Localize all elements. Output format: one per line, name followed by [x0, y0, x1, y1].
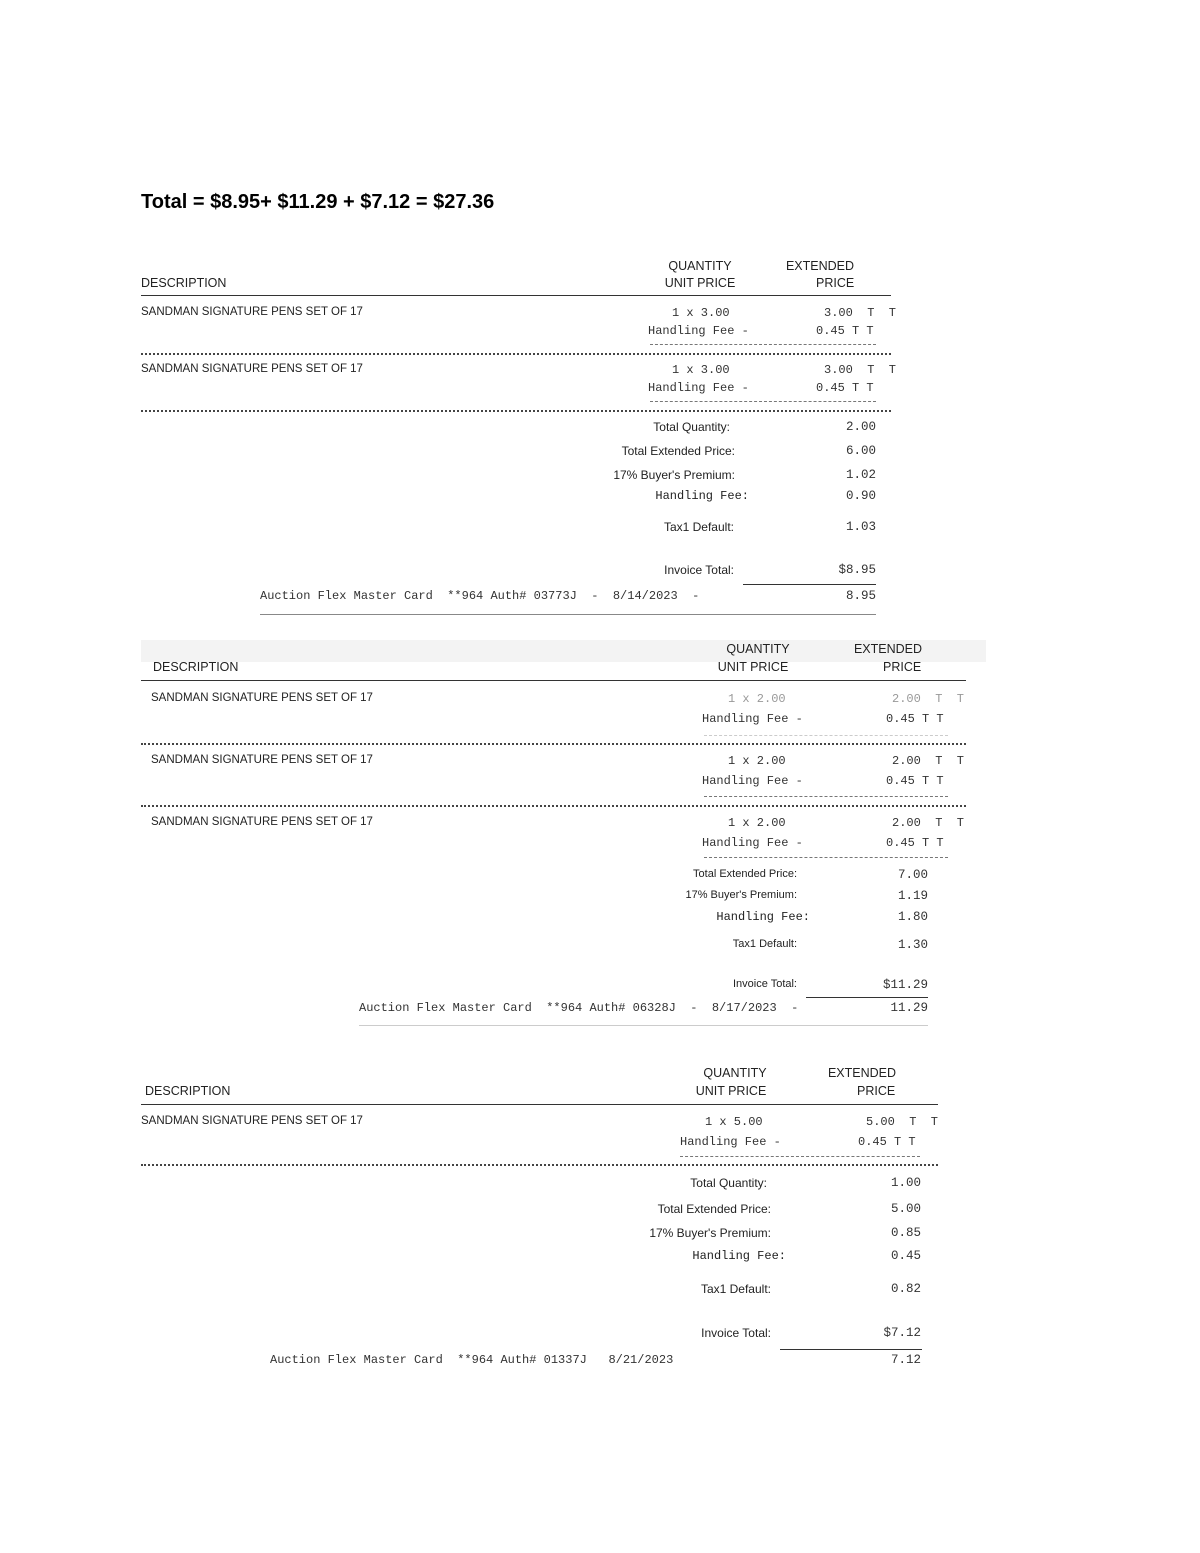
invoice-total-rule [743, 584, 876, 585]
handling-fee-value: 0.45 T T [886, 774, 944, 788]
extended-header: EXTENDED [853, 642, 923, 656]
line-item-extended: 2.00 T T [892, 754, 965, 768]
handling-fee-value: 0.45 T T [886, 712, 944, 726]
quantity-header: QUANTITY [726, 642, 790, 656]
total-quantity-label: Total Quantity: [653, 420, 730, 434]
invoice-total-rule [780, 1349, 922, 1350]
total-quantity-value: 2.00 [845, 420, 876, 434]
buyers-premium-label: 17% Buyer's Premium: [649, 1226, 771, 1240]
handling-fee-total-value: 1.80 [897, 910, 928, 924]
payment-amount: 8.95 [845, 589, 876, 603]
invoice-total-rule [806, 997, 928, 998]
line-item-extended: 2.00 T T [892, 692, 965, 706]
header-rule [141, 680, 966, 681]
item-separator [141, 743, 966, 745]
handling-fee-total-label: Handling Fee: [692, 1249, 786, 1263]
item-separator [141, 410, 891, 412]
tax-label: Tax1 Default: [663, 520, 734, 534]
line-item-qty-price: 1 x 5.00 [705, 1115, 763, 1129]
line-item-extended: 5.00 T T [866, 1115, 939, 1129]
handling-fee-value: 0.45 T T [858, 1135, 916, 1149]
total-quantity-label: Total Quantity: [690, 1176, 767, 1190]
line-item-qty-price: 1 x 3.00 [672, 306, 730, 320]
subtotal-dash-rule [680, 1156, 920, 1157]
subtotal-dash-rule [704, 735, 948, 736]
tax-value: 1.30 [897, 938, 928, 952]
line-item-extended: 3.00 T T [824, 363, 897, 377]
line-item-description: SANDMAN SIGNATURE PENS SET OF 17 [141, 363, 363, 375]
invoice-total-label: Invoice Total: [701, 1326, 771, 1340]
line-item-qty-price: 1 x 2.00 [728, 692, 786, 706]
description-header: DESCRIPTION [153, 660, 239, 674]
line-item-description: SANDMAN SIGNATURE PENS SET OF 17 [151, 816, 373, 828]
handling-fee-total-label: Handling Fee: [655, 489, 749, 503]
invoice-total-value: $11.29 [882, 978, 928, 992]
handling-fee-total-label: Handling Fee: [716, 910, 810, 924]
handling-fee-label: Handling Fee - [648, 324, 749, 338]
handling-fee-total-value: 0.90 [845, 489, 876, 503]
line-item-extended: 3.00 T T [824, 306, 897, 320]
price-header: PRICE [816, 276, 855, 290]
total-extended-price-value: 5.00 [890, 1202, 921, 1216]
price-header: PRICE [857, 1084, 896, 1098]
total-extended-price-value: 7.00 [897, 868, 928, 882]
handling-fee-value: 0.45 T T [886, 836, 944, 850]
payment-rule [359, 1025, 928, 1026]
buyers-premium-value: 1.19 [897, 889, 928, 903]
tax-label: Tax1 Default: [700, 1282, 771, 1296]
subtotal-dash-rule [704, 857, 948, 858]
payment-rule [260, 614, 876, 615]
line-item-description: SANDMAN SIGNATURE PENS SET OF 17 [141, 306, 363, 318]
handling-fee-label: Handling Fee - [680, 1135, 781, 1149]
invoice-total-value: $8.95 [838, 563, 876, 577]
description-header: DESCRIPTION [145, 1084, 231, 1098]
buyers-premium-value: 0.85 [890, 1226, 921, 1240]
line-item-description: SANDMAN SIGNATURE PENS SET OF 17 [151, 754, 373, 766]
header-rule [141, 1104, 938, 1105]
quantity-header: QUANTITY [703, 1066, 767, 1080]
handling-fee-value: 0.45 T T [816, 324, 874, 338]
line-item-qty-price: 1 x 3.00 [672, 363, 730, 377]
item-separator [141, 805, 966, 807]
invoice-total-label: Invoice Total: [664, 563, 734, 577]
handling-fee-label: Handling Fee - [702, 712, 803, 726]
line-item-qty-price: 1 x 2.00 [728, 754, 786, 768]
extended-header: EXTENDED [827, 1066, 897, 1080]
total-quantity-value: 1.00 [890, 1176, 921, 1190]
subtotal-dash-rule [704, 796, 948, 797]
invoice-total-label: Invoice Total: [732, 978, 797, 990]
total-extended-price-label: Total Extended Price: [657, 1202, 771, 1216]
buyers-premium-value: 1.02 [845, 468, 876, 482]
handling-fee-value: 0.45 T T [816, 381, 874, 395]
unit-price-header: UNIT PRICE [695, 1084, 767, 1098]
header-rule [141, 295, 891, 296]
tax-value: 1.03 [845, 520, 876, 534]
item-separator [141, 1164, 938, 1166]
total-extended-price-value: 6.00 [845, 444, 876, 458]
line-item-extended: 2.00 T T [892, 816, 965, 830]
quantity-header: QUANTITY [668, 259, 732, 273]
unit-price-header: UNIT PRICE [664, 276, 736, 290]
buyers-premium-label: 17% Buyer's Premium: [613, 468, 735, 482]
tax-label: Tax1 Default: [732, 938, 797, 950]
payment-line: Auction Flex Master Card **964 Auth# 03773J - 8/14/2023 - [260, 589, 700, 603]
buyers-premium-label: 17% Buyer's Premium: [685, 889, 797, 901]
line-item-description: SANDMAN SIGNATURE PENS SET OF 17 [151, 692, 373, 704]
total-extended-price-label: Total Extended Price: [693, 868, 797, 880]
total-extended-price-label: Total Extended Price: [621, 444, 735, 458]
payment-amount: 11.29 [890, 1001, 928, 1015]
description-header: DESCRIPTION [141, 276, 227, 290]
handling-fee-total-value: 0.45 [890, 1249, 921, 1263]
handling-fee-label: Handling Fee - [702, 774, 803, 788]
item-separator [141, 353, 891, 355]
subtotal-dash-rule [650, 344, 876, 345]
line-item-description: SANDMAN SIGNATURE PENS SET OF 17 [141, 1115, 363, 1127]
payment-line: Auction Flex Master Card **964 Auth# 06328J - 8/17/2023 - [359, 1001, 799, 1015]
tax-value: 0.82 [890, 1282, 921, 1296]
invoice-total-value: $7.12 [883, 1326, 921, 1340]
handling-fee-label: Handling Fee - [648, 381, 749, 395]
price-header: PRICE [883, 660, 922, 674]
subtotal-dash-rule [650, 401, 876, 402]
grand-total-headline: Total = $8.95+ $11.29 + $7.12 = $27.36 [141, 191, 495, 213]
unit-price-header: UNIT PRICE [717, 660, 789, 674]
extended-header: EXTENDED [785, 259, 855, 273]
line-item-qty-price: 1 x 2.00 [728, 816, 786, 830]
handling-fee-label: Handling Fee - [702, 836, 803, 850]
payment-line: Auction Flex Master Card **964 Auth# 01337J 8/21/2023 [270, 1353, 674, 1367]
payment-amount: 7.12 [890, 1353, 921, 1367]
